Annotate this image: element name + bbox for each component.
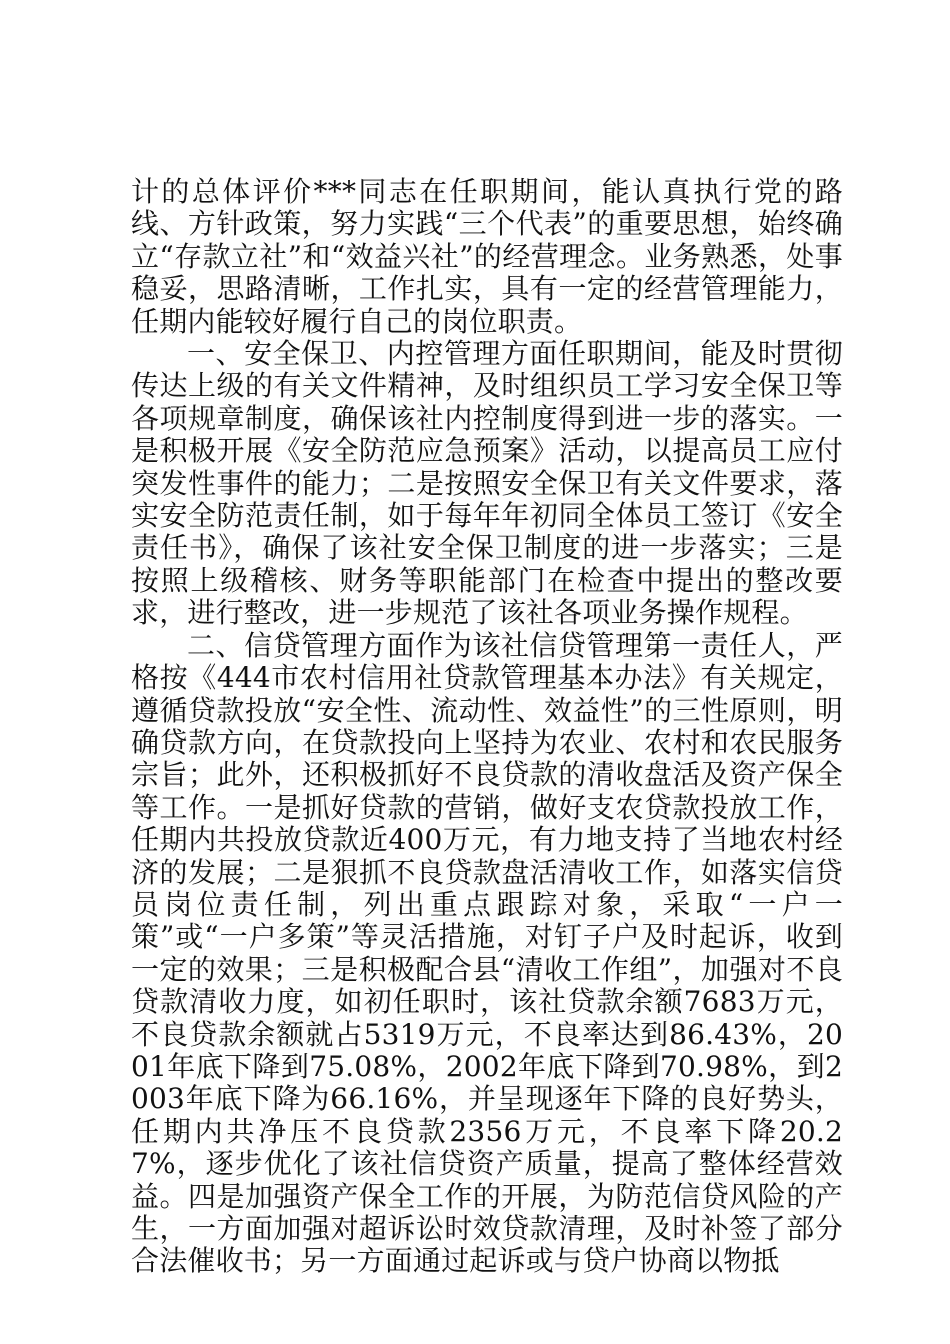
paragraph-security-management: 一、安全保卫、内控管理方面任职期间，能及时贯彻传达上级的有关文件精神，及时组织员工学习安全保卫等各项规章制度，确保该社内控制度得到进一步的落实。一是积极开展《安全防范应急预案》活动，以提高员工应付突发性事件的能力；二是按照安全保卫有关文件要求，落实安全防范责任制，如于每年年初同全体员工签订《安全责任书》，确保了该社安全保卫制度的进一步落实；三是按照上级稽核、财务等职能部门在检查中提出的整改要求，进行整改，进一步规范了该社各项业务操作规程。 <box>131 337 843 630</box>
document-body <box>131 176 843 1278</box>
paragraph-credit-management: 二、信贷管理方面作为该社信贷管理第一责任人，严格按《444市农村信用社贷款管理基本办法》有关规定，遵循贷款投放“安全性、流动性、效益性”的三性原则，明确贷款方向，在贷款投向上坚持为农业、农村和农民服务宗旨；此外，还积极抓好不良贷款的清收盘活及资产保全等工作。一是抓好贷款的营销，做好支农贷款投放工作，任期内共投放贷款近400万元，有力地支持了当地农村经济的发展；二是狠抓不良贷款盘活清收工作，如落实信贷员岗位责任制，列出重点跟踪对象，采取“一户一策”或“一户多策”等灵活措施，对钉子户及时起诉，收到一定的效果；三是积极配合县“清收工作组”，加强对不良贷款清收力度，如初任职时，该社贷款余额7683万元，不良贷款余额就占5319万元，不良率达到86.43%，2001年底下降到75.08%，2002年底下降到70.98%，到2003年底下降为66.16%，并呈现逐年下降的良好势头，任期内共净压不良贷款2356万元，不良率下降20.27%，逐步优化了该社信贷资产质量，提高了整体经营效益。四是加强资产保全工作的开展，为防范信贷风险的产生，一方面加强对超诉讼时效贷款清理，及时补签了部分合法催收书；另一方面通过起诉或与贷户协商以物抵 <box>131 628 843 1278</box>
paragraph-summary: 计的总体评价***同志在任职期间，能认真执行党的路线、方针政策，努力实践“三个代表”的重要思想，始终确立“存款立社”和“效益兴社”的经营理念。业务熟悉，处事稳妥，思路清晰，工作扎实，具有一定的经营管理能力，任期内能较好履行自己的岗位职责。 <box>131 175 843 338</box>
